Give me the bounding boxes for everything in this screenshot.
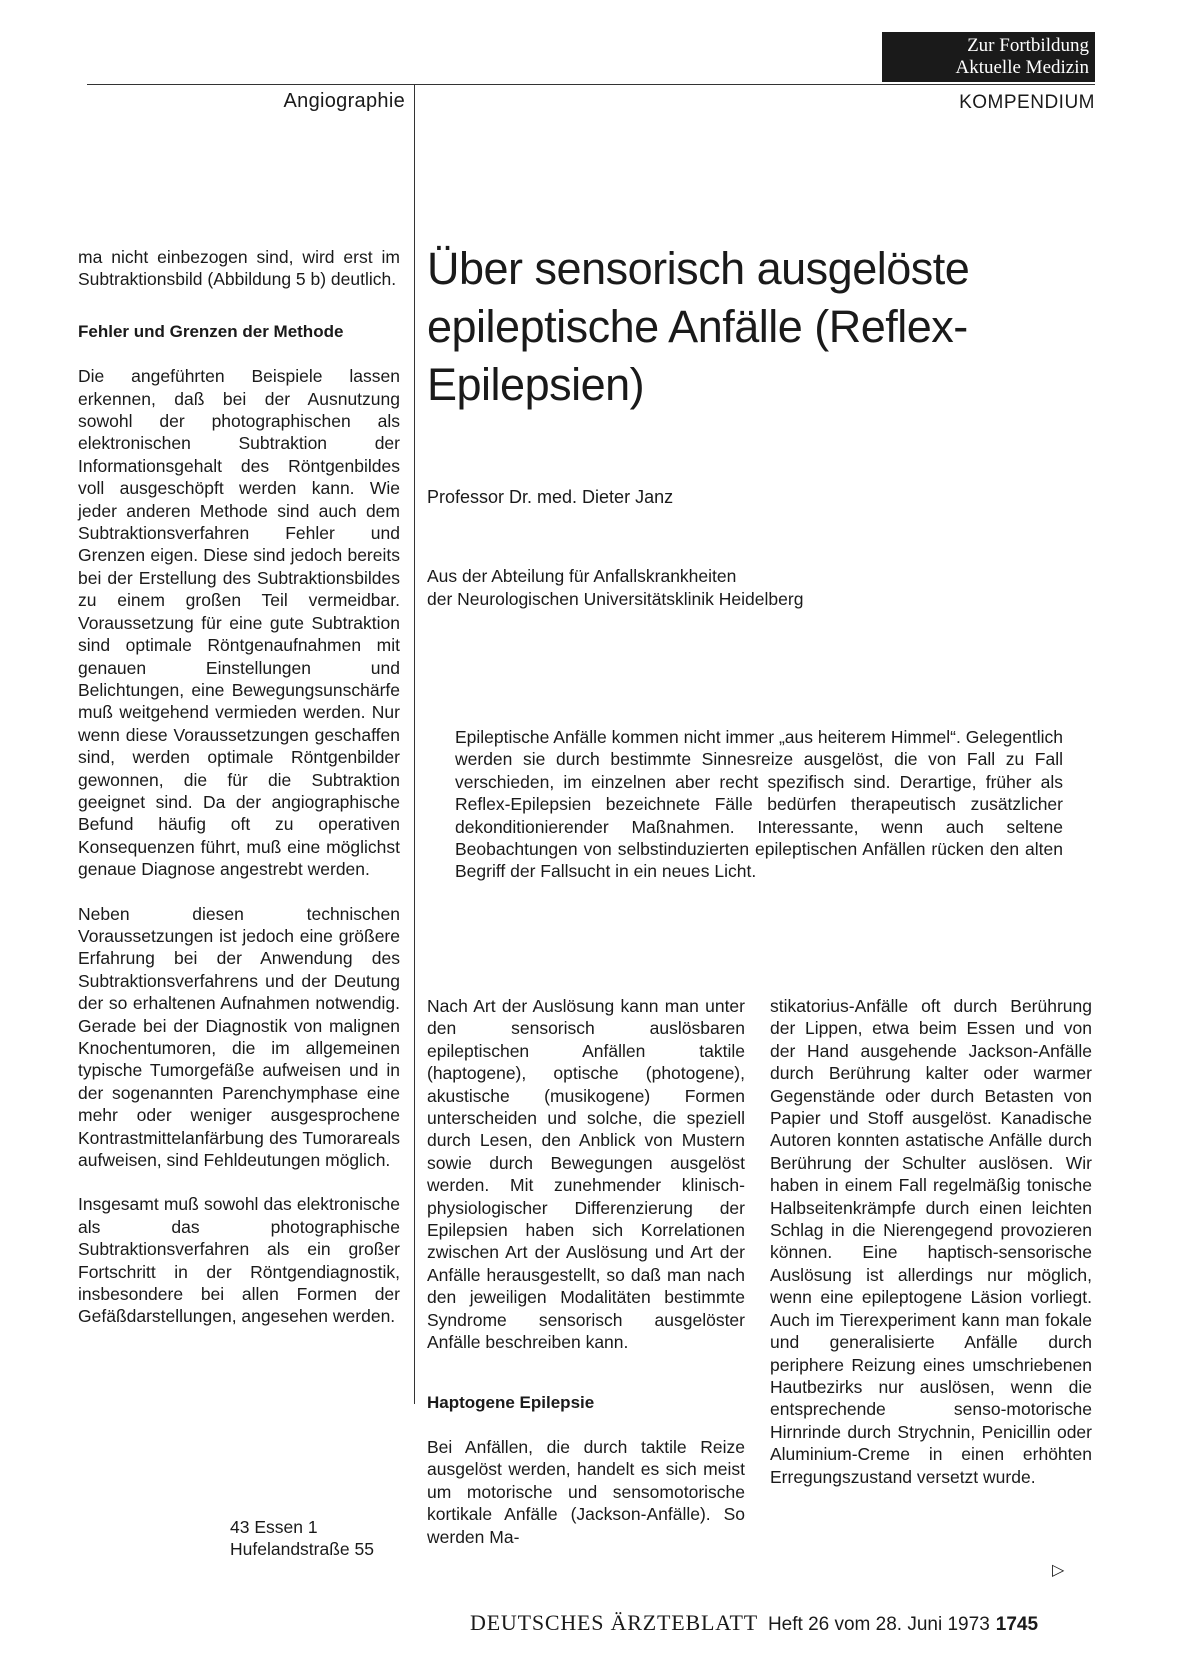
left-section-heading: Fehler und Grenzen der Methode bbox=[78, 321, 344, 341]
author-address bbox=[230, 1516, 374, 1561]
middle-column bbox=[427, 995, 745, 1548]
left-paragraph-1: ma nicht einbezogen sind, wird erst im Subtraktionsbild (Abbildung 5 b) deutlich. bbox=[78, 247, 400, 290]
affiliation-line-1: Aus der Abteilung für Anfallskrankheiten bbox=[427, 566, 737, 586]
left-paragraph-3: Neben diesen technischen Voraussetzungen ist jedoch eine größere Erfahrung bei der Anwendung des Subtraktionsverfahrens und der Deutung der so erhaltenen Aufnahmen notwendig. Gerade bei der Diagnostik von malignen Knochentumoren, die im allgemeinen typische Tumorgefäße aufweisen und in der sogenannten Parenchymphase eine mehr oder weniger ausgesprochene Kontrastmittelanfärbung des Tumorareals aufweisen, sind Fehldeutungen möglich. bbox=[78, 903, 400, 1171]
right-paragraph-1: stikatorius-Anfälle oft durch Berührung der Lippen, etwa beim Essen und von der Hand ausgehende Jackson-Anfälle durch Berührung kalter oder warmer Gegenstände oder durch Betasten von Papier und Stoff ausgelöst. Kanadische Autoren konnten astatische Anfälle durch Berührung der Schulter auslösen. Wir haben in einem Fall regelmäßig tonische Halbseitenkrämpfe durch einen leichten Schlag in die Nierengegend provozieren können. Eine haptisch-sensorische Auslösung ist allerdings nur möglich, wenn eine epileptogene Läsion vorliegt. Auch im Tierexperiment kann man fokale und generalisierte Anfälle durch periphere Reizung eines umschriebenen Hautbezirks nur auslösen, wenn die entsprechende senso-motorische Hirnrinde durch Strychnin, Penicillin oder Aluminium-Creme in einen erhöhten Erregungszustand versetzt wurde. bbox=[770, 996, 1092, 1487]
header-rule bbox=[87, 84, 1095, 85]
continue-arrow-icon: ▷ bbox=[1052, 1562, 1065, 1579]
article-abstract: Epileptische Anfälle kommen nicht immer „aus heiterem Himmel“. Gelegentlich werden sie durch bestimmte Sinnesreize ausgelöst, die von Fall zu Fall verschieden, im einzelnen aber recht spezifisch sind. Derartige, früher als Reflex-Epilepsien bezeichnete Fälle bedürfen therapeutisch zusätzlicher dekonditionierender Maßnahmen. Interessante, wenn auch seltene Beobachtungen von selbstinduzierten epileptischen Anfällen rücken den alten Begriff der Fallsucht in ein neues Licht. bbox=[455, 727, 1063, 882]
address-line-1: 43 Essen 1 bbox=[230, 1517, 318, 1537]
column-divider bbox=[414, 84, 415, 1404]
article-title: Über sensorisch ausgelöste epileptische Anfälle (Reflex-Epilepsien) bbox=[427, 243, 970, 410]
right-column bbox=[770, 995, 1092, 1488]
middle-paragraph-1: Nach Art der Auslösung kann man unter den sensorisch auslösbaren epileptischen Anfällen taktile (haptogene), optische (photogene), akustische (musikogene) Formen unterscheiden und solche, die speziell durch Lesen, den Anblick von Mustern sowie durch Bewegungen ausgelöst werden. Mit zunehmender klinisch-physiologischer Differenzierung der Epilepsien haben sich Korrelationen zwischen Art der Auslösung und Art der Anfälle herausgestellt, so daß man nach den jeweiligen Modalitäten bestimmte Syndrome sensorisch ausgelöster Anfälle beschreiben kann. bbox=[427, 996, 745, 1353]
issue-info: Heft 26 vom 28. Juni 1973 bbox=[767, 1614, 990, 1635]
page-number: 1745 bbox=[995, 1614, 1039, 1635]
article-affiliation bbox=[427, 565, 803, 611]
article-author: Professor Dr. med. Dieter Janz bbox=[427, 487, 674, 507]
left-paragraph-2: Die angeführten Beispiele lassen erkennen, daß bei der Ausnutzung sowohl der photographischen als elektronischen Subtraktion der Informationsgehalt des Röntgenbildes voll ausgeschöpft werden kann. Wie jeder anderen Methode sind auch dem Subtraktionsverfahren Fehler und Grenzen eigen. Diese sind jedoch bereits bei der Erstellung des Subtraktionsbildes zu einem großen Teil vermeidbar. Voraussetzung für eine gute Subtraktion sind optimale Röntgenaufnahmen mit genauen Einstellungen und Belichtungen, eine Bewegungsunschärfe muß weitgehend vermieden werden. Nur wenn diese Voraussetzungen geschaffen sind, werden optimale Röntgenbilder gewonnen, die für die Subtraktion geeignet sind. Da der angiographische Befund häufig oft zu operativen Konsequenzen führt, muß eine möglichst genaue Diagnose angestrebt werden. bbox=[78, 366, 400, 880]
middle-section-heading: Haptogene Epilepsie bbox=[427, 1392, 595, 1412]
badge-line-2: Aktuelle Medizin bbox=[955, 57, 1089, 78]
address-line-2: Hufelandstraße 55 bbox=[230, 1539, 374, 1560]
section-badge bbox=[882, 32, 1095, 82]
section-label-right: KOMPENDIUM bbox=[959, 92, 1095, 113]
left-paragraph-4: Insgesamt muß sowohl das elektronische als das photographische Subtraktionsverfahren als ein großer Fortschritt in der Röntgendiagnostik, insbesondere bei allen Formen der Gefäßdarstellungen, angesehen werden. bbox=[78, 1194, 400, 1327]
page-footer bbox=[470, 1610, 1095, 1636]
section-label-left: Angiographie bbox=[283, 90, 405, 112]
badge-line-1: Zur Fortbildung bbox=[967, 35, 1089, 56]
journal-name: DEUTSCHES ÄRZTEBLATT bbox=[470, 1610, 758, 1635]
middle-paragraph-2: Bei Anfällen, die durch taktile Reize ausgelöst werden, handelt es sich meist um motorische und sensomotorische kortikale Anfälle (Jackson-Anfälle). So werden Ma- bbox=[427, 1436, 745, 1547]
left-column bbox=[78, 246, 400, 1328]
affiliation-line-2: der Neurologischen Universitätsklinik Heidelberg bbox=[427, 589, 804, 609]
